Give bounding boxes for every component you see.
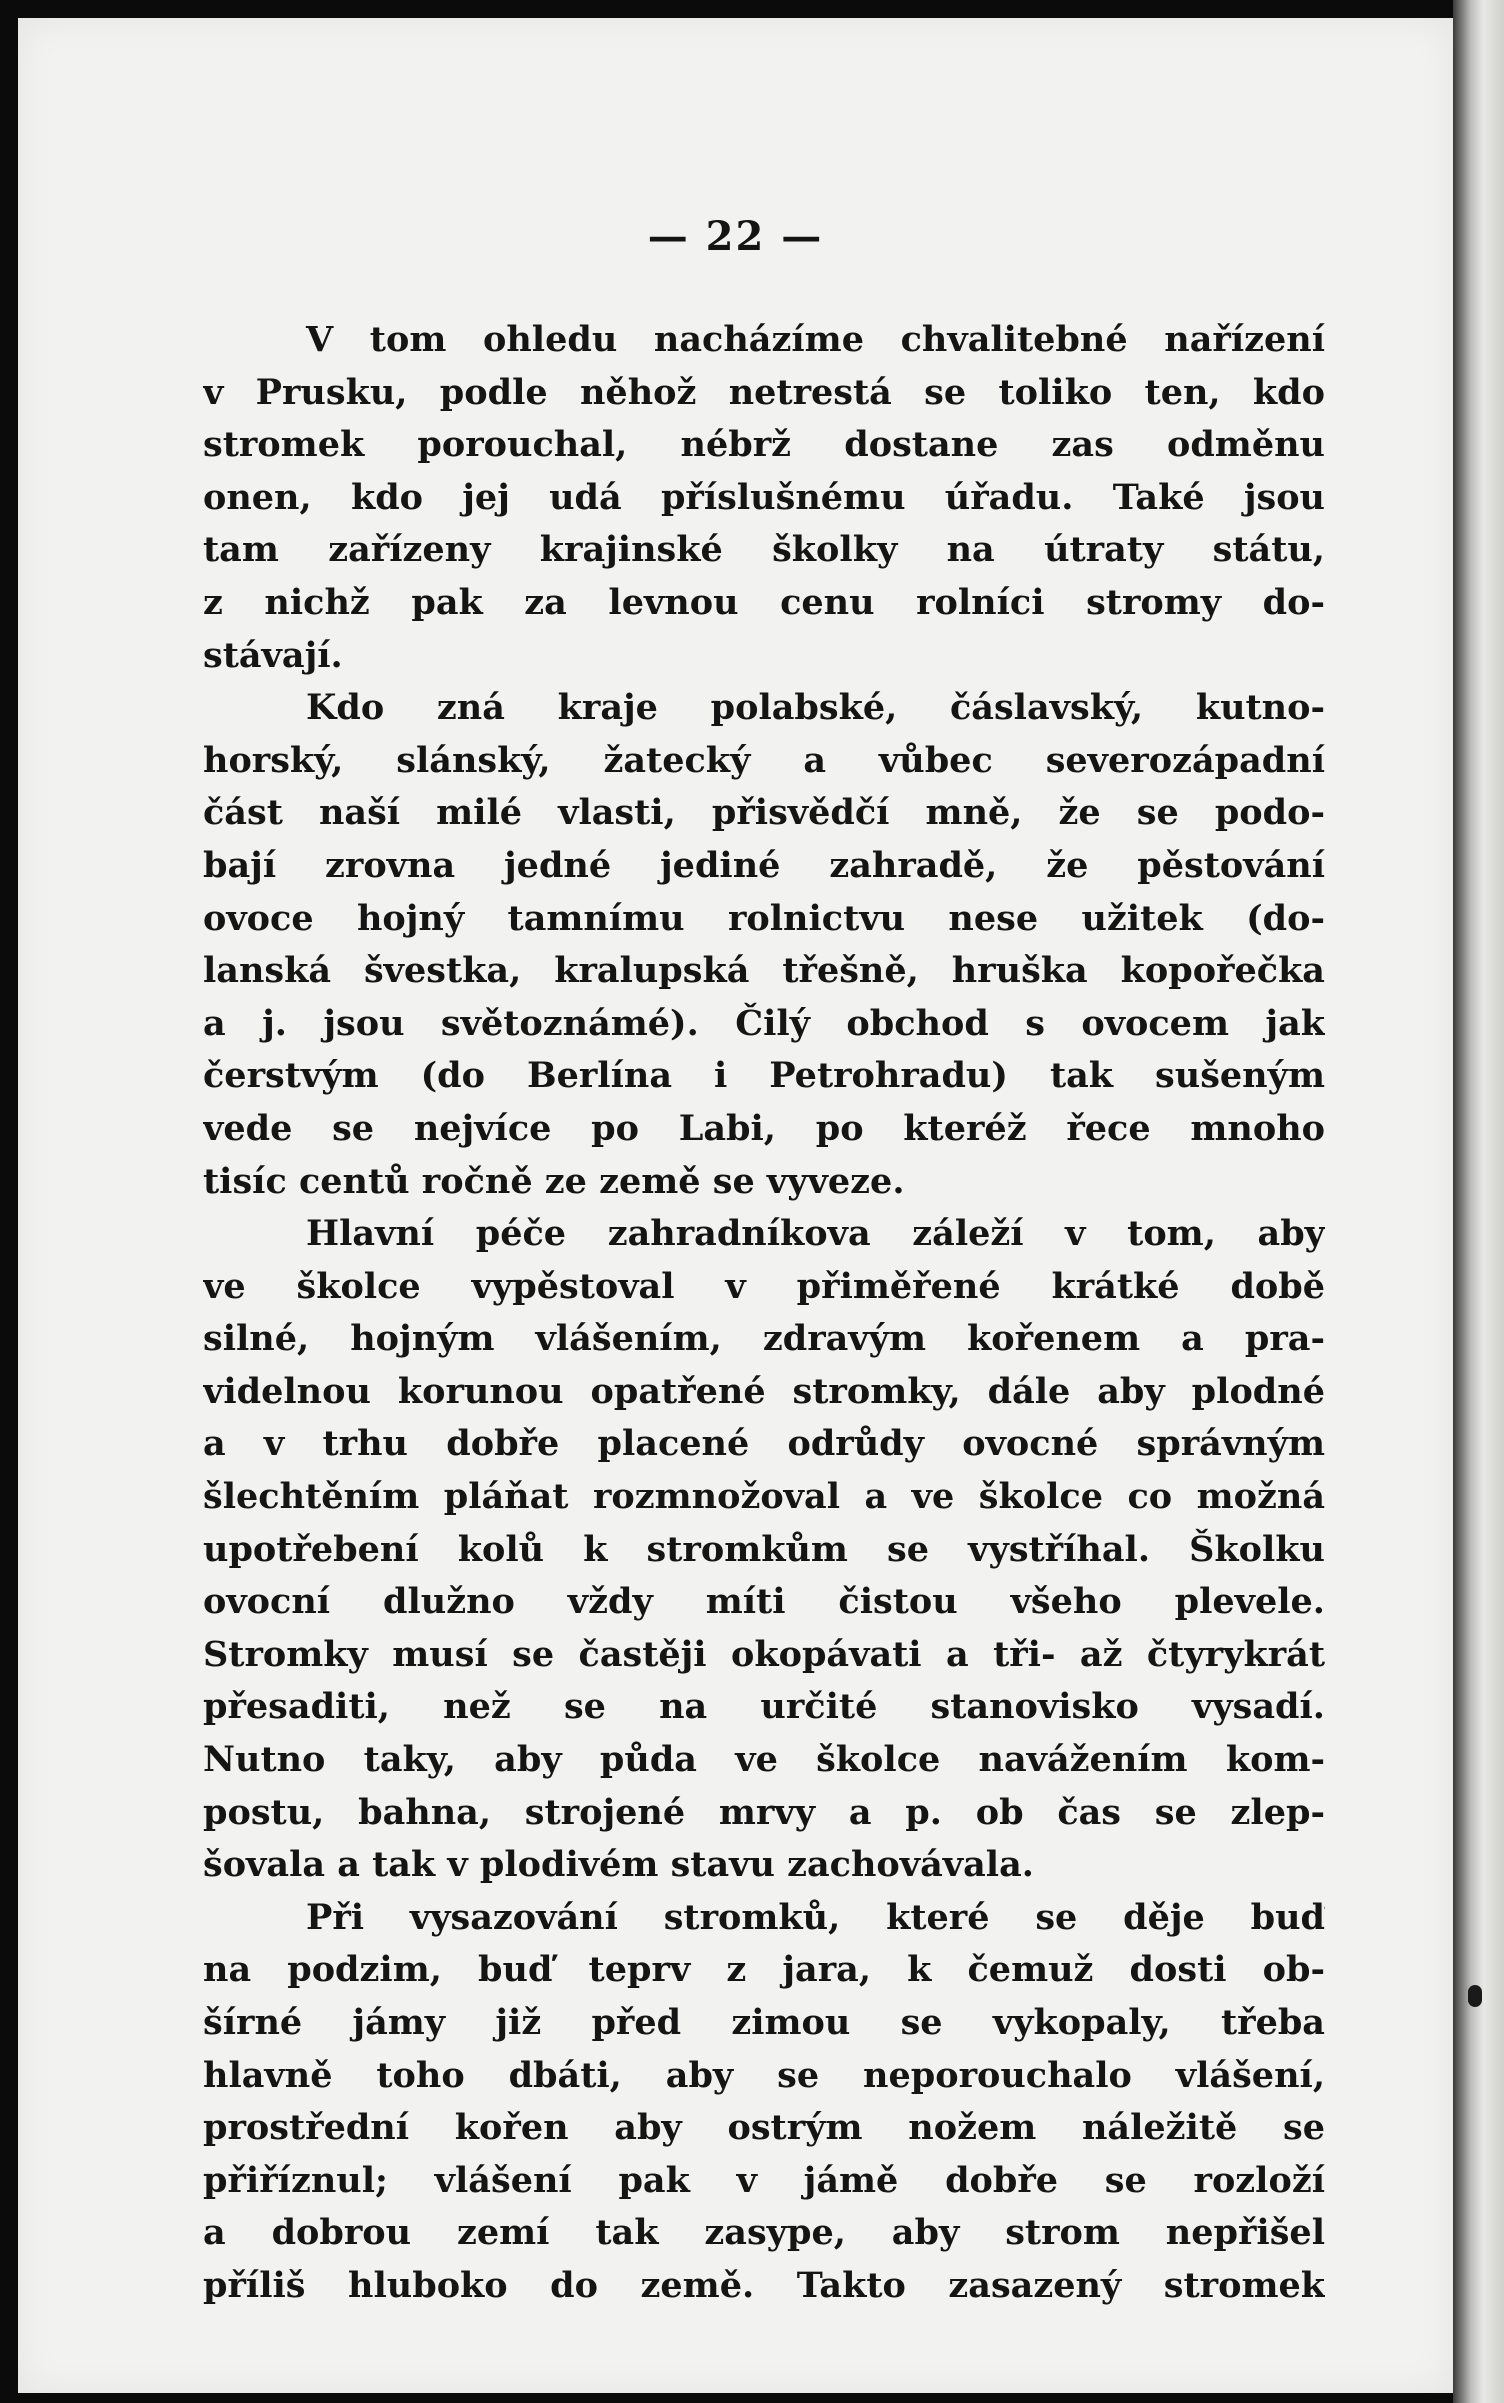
book-page: [18, 18, 1453, 2393]
text-line: na podzim, buď teprv z jara, k čemuž dosti ob-: [203, 1949, 1325, 1991]
text-line: Hlavní péče zahradníkova záleží v tom, aby: [306, 1213, 1325, 1255]
text-line: silné, hojným vlášením, zdravým kořenem a pra-: [203, 1318, 1325, 1360]
next-page-edge: [1453, 0, 1504, 2403]
text-line: šírné jámy již před zimou se vykopaly, třeba: [203, 2002, 1325, 2043]
text-line: upotřebení kolů k stromkům se vystříhal. Školku: [203, 1528, 1325, 1570]
text-line: a dobrou zemí tak zasype, aby strom nepřišel: [203, 2212, 1325, 2254]
text-line: ovoce hojný tamnímu rolnictvu nese užitek (do-: [203, 897, 1325, 939]
text-line: Při vysazování stromků, které se děje buď: [306, 1896, 1325, 1938]
text-line: stromek porouchal, nébrž dostane zas odměnu: [203, 424, 1325, 466]
text-line: bají zrovna jedné jediné zahradě, že pěstování: [203, 844, 1325, 886]
text-line: Stromky musí se častěji okopávati a tři- až čtyrykrát: [203, 1633, 1325, 1675]
text-line: a j. jsou světoznámé). Čilý obchod s ovocem jak: [203, 1002, 1325, 1044]
text-line: V tom ohledu nacházíme chvalitebné nařízení: [306, 319, 1325, 360]
page-number: — 22 —: [647, 213, 824, 260]
text-line: přesaditi, než se na určité stanovisko vysadí.: [203, 1686, 1325, 1728]
text-line: šlechtěním pláňat rozmnožoval a ve školce co možná: [203, 1476, 1325, 1518]
edge-mark: [1468, 1985, 1482, 2007]
text-line: z nichž pak za levnou cenu rolníci stromy do-: [203, 581, 1325, 623]
text-line: příliš hluboko do země. Takto zasazený stromek: [203, 2264, 1325, 2306]
text-line: a v trhu dobře placené odrůdy ovocné správným: [203, 1423, 1325, 1465]
text-line: šovala a tak v plodivém stavu zachovávala.: [203, 1844, 1034, 1886]
text-line: čerstvým (do Berlína i Petrohradu) tak sušeným: [203, 1055, 1325, 1097]
text-line: postu, bahna, strojené mrvy a p. ob čas se zlep-: [203, 1791, 1325, 1833]
text-line: lanská švestka, kralupská třešně, hruška kopořečka: [203, 950, 1325, 992]
text-line: prostřední kořen aby ostrým nožem náležitě se: [203, 2107, 1325, 2149]
text-line: horský, slánský, žatecký a vůbec severozápadní: [203, 739, 1325, 781]
text-line: onen, kdo jej udá příslušnému úřadu. Také jsou: [203, 476, 1325, 518]
text-line: v Prusku, podle něhož netrestá se toliko ten, kdo: [203, 371, 1325, 413]
text-line: tisíc centů ročně ze země se vyveze.: [203, 1160, 905, 1202]
text-line: tam zařízeny krajinské školky na útraty státu,: [203, 529, 1325, 571]
text-line: hlavně toho dbáti, aby se neporouchalo vlášení,: [203, 2054, 1325, 2096]
text-line: ovocní dlužno vždy míti čistou všeho plevele.: [203, 1581, 1325, 1623]
text-line: vede se nejvíce po Labi, po kteréž řece mnoho: [203, 1107, 1325, 1149]
text-line: videlnou korunou opatřené stromky, dále aby plodné: [203, 1370, 1325, 1412]
text-line: Kdo zná kraje polabské, čáslavský, kutno-: [306, 687, 1325, 729]
body-text: [203, 314, 1325, 2313]
text-line: stávají.: [203, 634, 343, 676]
text-line: Nutno taky, aby půda ve školce navážením kom-: [203, 1739, 1325, 1781]
text-line: část naší milé vlasti, přisvědčí mně, že se podo-: [203, 792, 1325, 834]
text-line: ve školce vypěstoval v přiměřené krátké době: [203, 1265, 1325, 1307]
text-line: přiříznul; vlášení pak v jámě dobře se rozloží: [203, 2159, 1325, 2201]
